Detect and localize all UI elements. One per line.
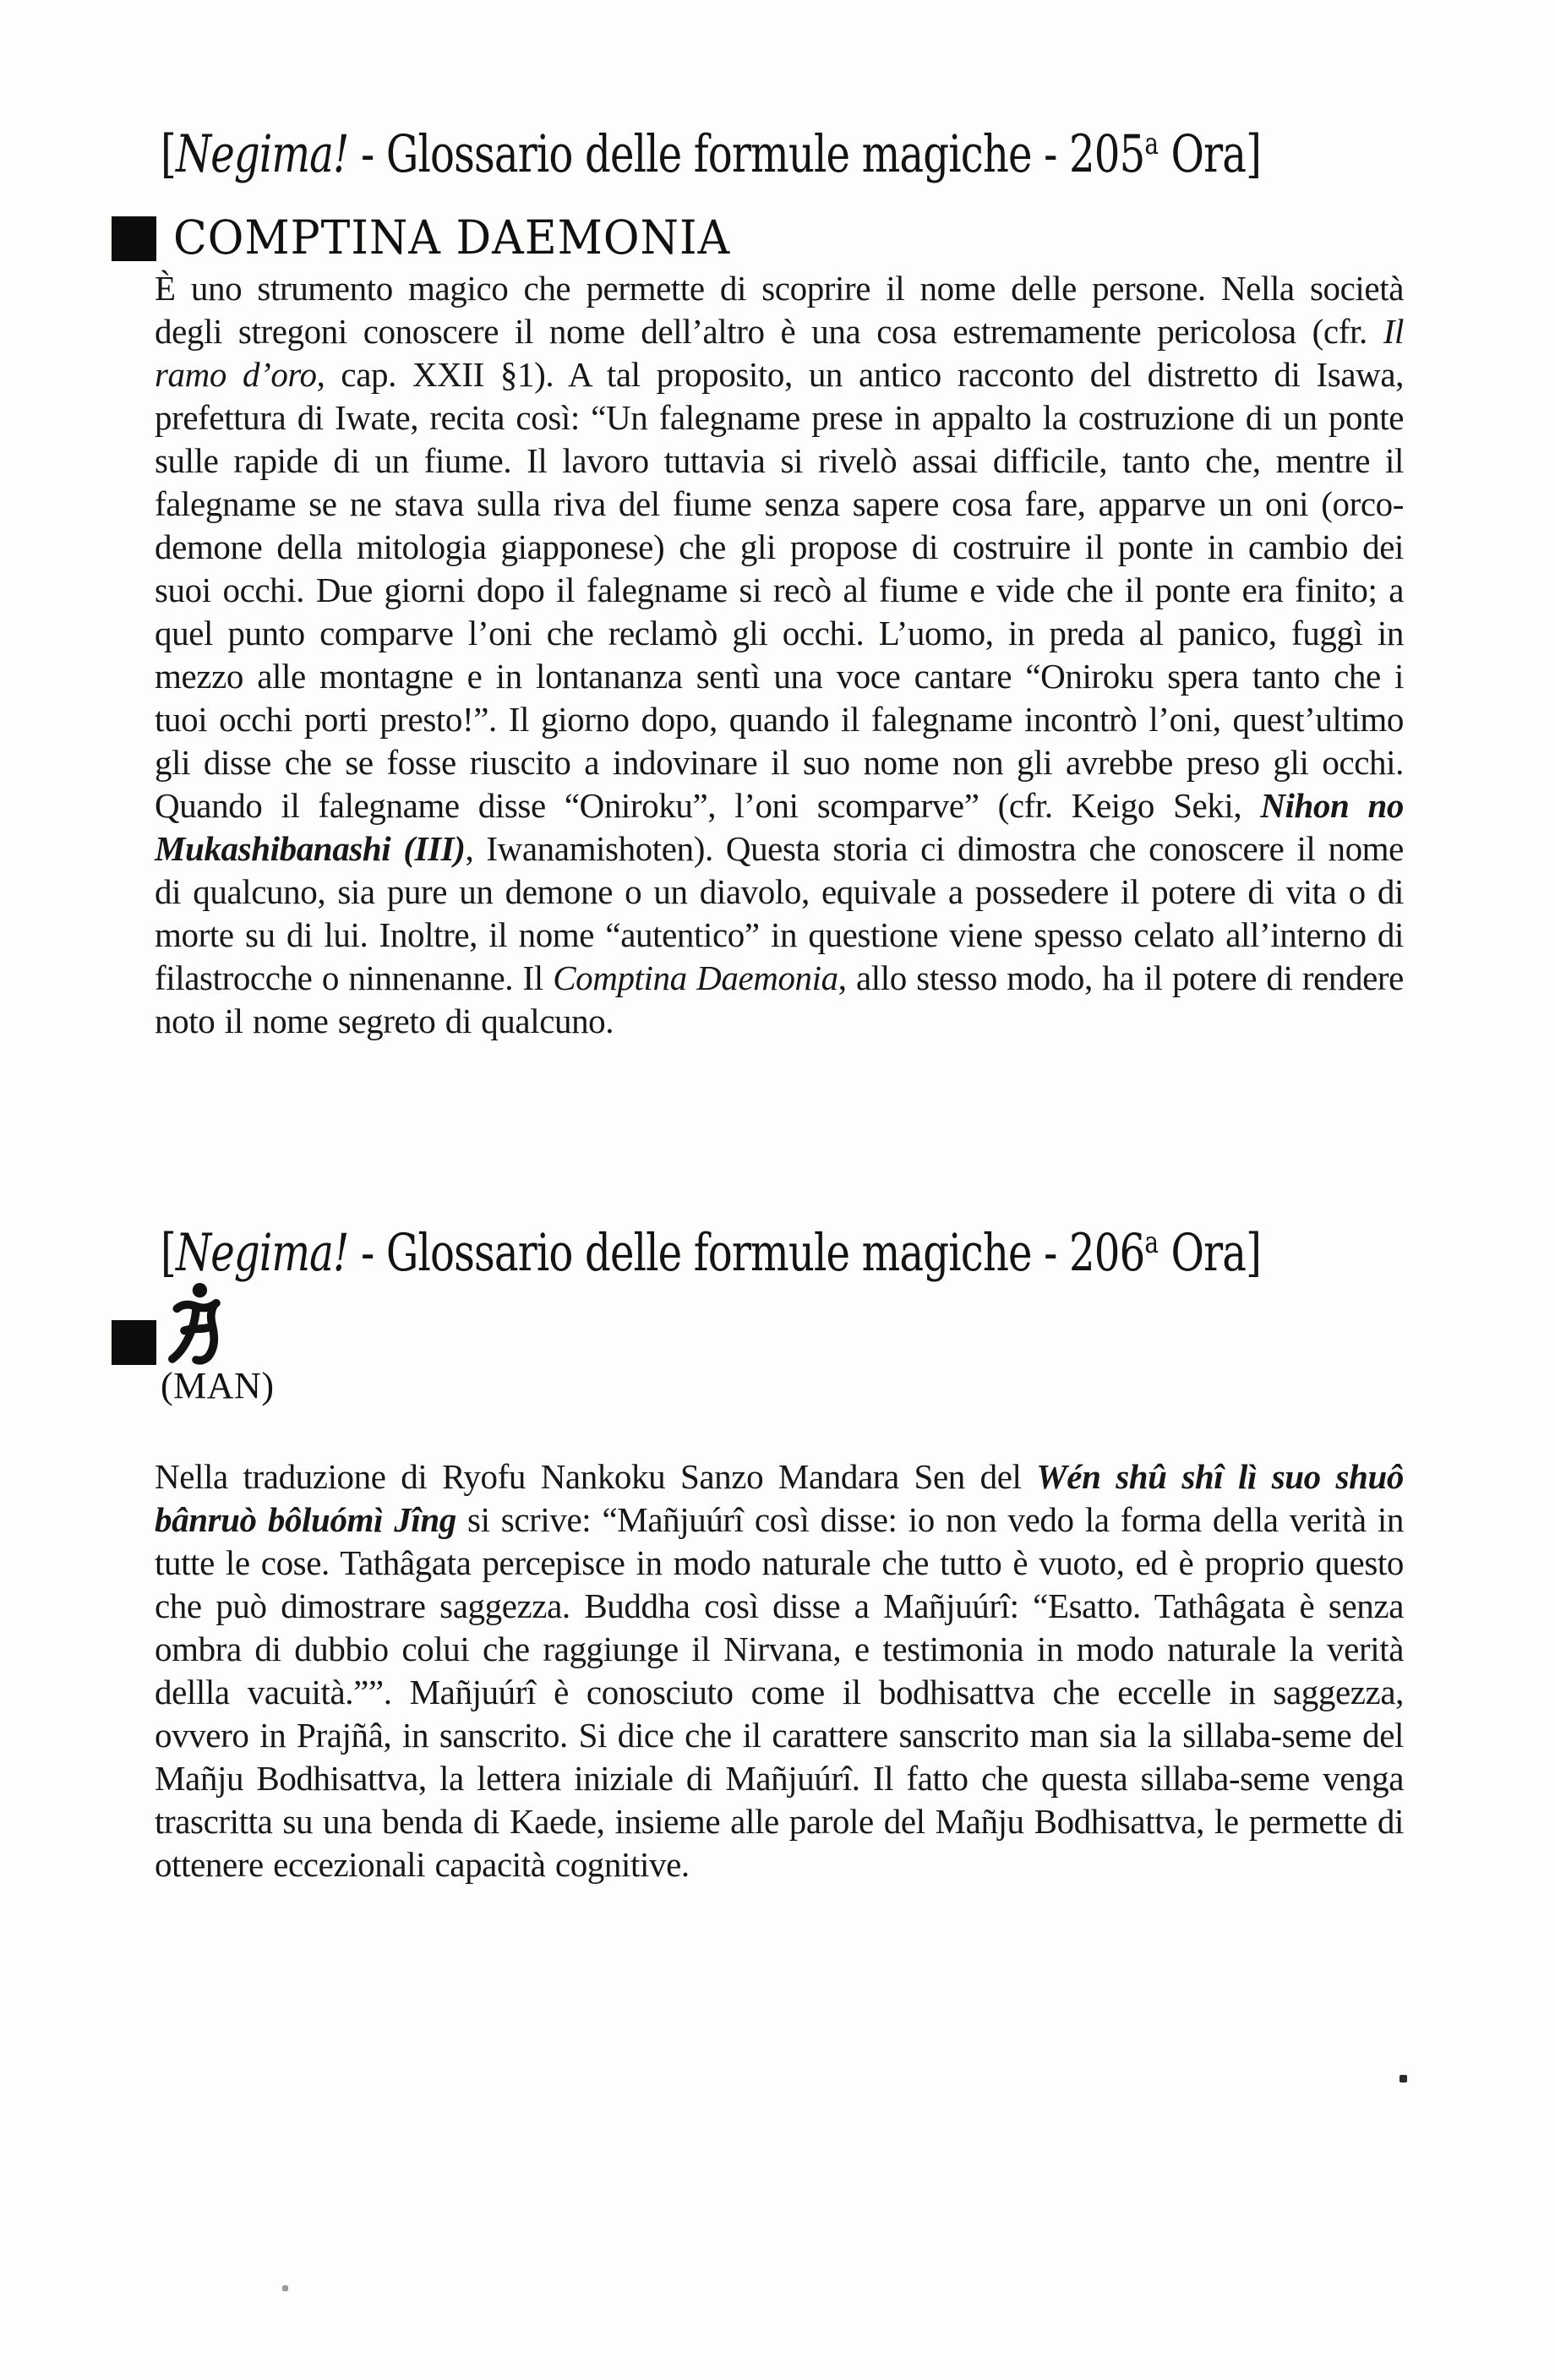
- header-ordinal-superscript: a: [1144, 126, 1159, 161]
- header-text: [: [161, 125, 176, 185]
- print-speck: [1400, 2075, 1407, 2082]
- entry-bullet-square: [112, 216, 156, 261]
- header-ordinal-superscript: a: [1144, 1225, 1159, 1260]
- header-series-title: Negima!: [175, 125, 349, 185]
- header-text: Ora]: [1159, 1224, 1262, 1284]
- spell-name: Comptina Daemonia: [553, 958, 838, 997]
- chapter-header-206: [161, 1224, 1261, 1283]
- header-text: [: [161, 1224, 176, 1284]
- print-speck: [282, 2285, 288, 2291]
- body-text: , cap. XXII §1). A tal proposito, un antico racconto del distretto di Isawa, prefettura di Iwate, recita così: “Un falegname prese in appalto la costruzione di un ponte sulle rapide di un fiume. Il lavoro tuttavia si rivelò assai difficile, tanto che, mentre il falegname se ne stava sulla riva del fiume senza sapere cosa fare, apparve un oni (orco-demone della mitologia giapponese) che gli propose di costruire il ponte in cambio dei suoi occhi. Due giorni dopo il falegname si recò al fiume e vide che il ponte era finito; a quel punto comparve l’oni che reclamò gli occhi. L’uomo, in preda al panico, fuggì in mezzo alle montagne e in lontananza sentì una voce cantare “Oniroku spera tanto che i tuoi occhi porti presto!”. Il giorno dopo, quando il falegname incontrò l’oni, quest’ultimo gli disse che se fosse riuscito a indovinare il suo nome non gli avrebbe preso gli occhi. Quando il falegname disse “Oniroku”, l’oni scomparve” (cfr. Keigo Seki,: [155, 355, 1404, 825]
- header-text: - Glossario delle formule magiche - 206: [348, 1224, 1145, 1284]
- header-text: Ora]: [1159, 125, 1262, 185]
- body-text: È uno strumento magico che permette di scoprire il nome delle persone. Nella società degli stregoni conoscere il nome dell’altro è una cosa estremamente pericolosa (cfr.: [155, 269, 1404, 351]
- header-series-title: Negima!: [175, 1224, 349, 1284]
- header-text: - Glossario delle formule magiche - 205: [348, 125, 1145, 185]
- entry-body-text: [155, 1455, 1404, 1886]
- body-text: si scrive: “Mañjuúrî così disse: io non vedo la forma della verità in tutte le cose. Tathâgata percepisce in modo naturale che tutto è vuoto, ed è proprio questo che può dimostrare saggezza. Buddha così disse a Mañjuúrî: “Esatto. Tathâgata è senza ombra di dubbio colui che raggiunge il Nirvana, e testimonia in modo naturale la verità dellla vacuità.””. Mañjuúrî è conosciuto come il bodhisattva che eccelle in saggezza, ovvero in Prajñâ, in sanscrito. Si dice che il carattere sanscrito man sia la sillaba-seme del Mañju Bodhisattva, la lettera iniziale di Mañjuúrî. Il fatto che questa sillaba-seme venga trascritta su una benda di Kaede, insieme alle parole del Mañju Bodhisattva, le permette di ottenere eccezionali capacità cognitive.: [155, 1500, 1404, 1884]
- cited-work-title: Nihon no Mukashibanashi (III): [155, 786, 1404, 868]
- body-text: , allo stesso modo, ha il potere di rendere noto il nome segreto di qualcuno.: [155, 958, 1404, 1040]
- chapter-header-205: [161, 125, 1261, 184]
- cited-work-title: Il ramo d’oro: [155, 312, 1404, 394]
- siddham-man-seed-syllable-icon: [166, 1283, 225, 1371]
- body-text: Nella traduzione di Ryofu Nankoku Sanzo Mandara Sen del: [155, 1457, 1037, 1496]
- cited-sutra-title: Wén shû shî lì suo shuô bânruò bôluómì Jîng: [155, 1457, 1404, 1539]
- entry-title: COMPTINA DAEMONIA: [173, 211, 731, 265]
- glyph-caption: (MAN): [161, 1365, 275, 1406]
- entry-bullet-square: [112, 1320, 156, 1365]
- body-text: , Iwanamishoten). Questa storia ci dimostra che conoscere il nome di qualcuno, sia pure un demone o un diavolo, equivale a possedere il potere di vita o di morte su di lui. Inoltre, il nome “autentico” in questione viene spesso celato all’interno di filastrocche o ninnenanne. Il: [155, 829, 1404, 997]
- entry-body-text: [155, 267, 1404, 1043]
